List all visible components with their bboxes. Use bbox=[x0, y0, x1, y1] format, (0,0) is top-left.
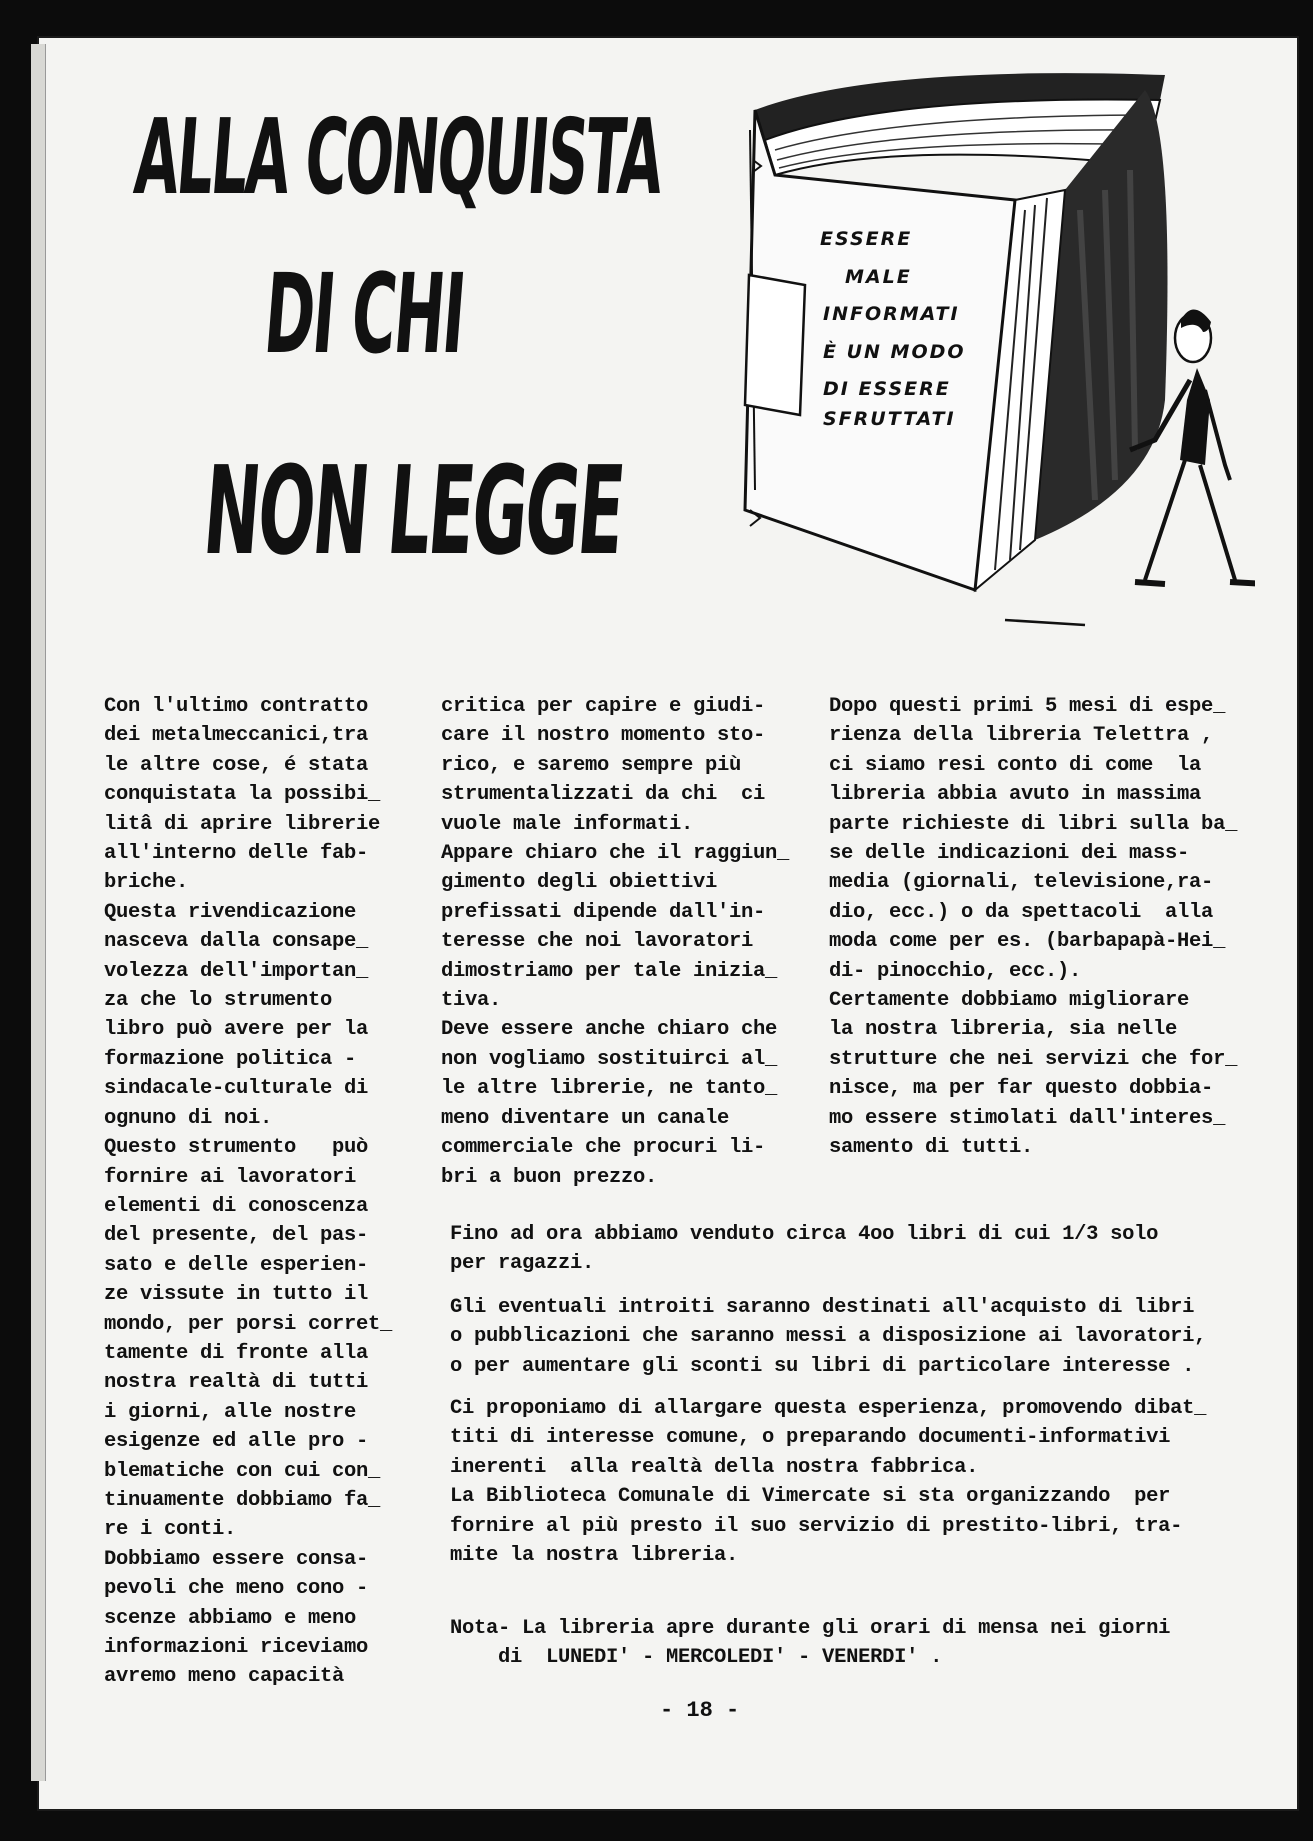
column-1-line: ze vissute in tutto il bbox=[104, 1283, 369, 1307]
column-3-line: rienza della libreria Telettra , bbox=[829, 724, 1214, 748]
column-1-line: Questo strumento può bbox=[104, 1136, 369, 1160]
column-1-line: nostra realtà di tutti bbox=[104, 1371, 369, 1395]
column-1-line: scenze abbiamo e meno bbox=[104, 1606, 357, 1630]
paragraph-proposals bbox=[450, 1394, 1250, 1570]
illustration-text-line-1: ESSERE bbox=[820, 228, 913, 250]
column-1-line: Con l'ultimo contratto bbox=[104, 695, 369, 718]
column-3-line: moda come per es. (barbapapà-Hei_ bbox=[829, 930, 1226, 954]
paragraph-3-line: inerenti alla realtà della nostra fabbrica. bbox=[450, 1455, 979, 1479]
column-1-line: ognuno di noi. bbox=[104, 1106, 273, 1130]
column-3-line: ci siamo resi conto di come la bbox=[829, 753, 1202, 777]
column-1-line: volezza dell'importan_ bbox=[104, 959, 369, 983]
column-3-line: mo essere stimolati dall'interes_ bbox=[829, 1106, 1226, 1130]
column-2-line: tiva. bbox=[441, 989, 502, 1013]
column-1-line: nasceva dalla consape_ bbox=[104, 930, 369, 954]
column-2-line: non vogliamo sostituirci al_ bbox=[441, 1047, 778, 1071]
column-3-line: libreria abbia avuto in massima bbox=[829, 783, 1202, 807]
paragraph-revenue bbox=[450, 1293, 1250, 1381]
column-3-line: nisce, ma per far questo dobbia- bbox=[829, 1077, 1214, 1101]
column-1-line: dei metalmeccanici,tra bbox=[104, 724, 369, 748]
column-1-line: Dobbiamo essere consa- bbox=[104, 1547, 369, 1571]
illustration-text-line-4: È UN MODO bbox=[823, 341, 966, 363]
paragraph-3-line: titi di interesse comune, o preparando documenti-informativi bbox=[450, 1426, 1171, 1450]
paragraph-3-line: fornire al più presto il suo servizio di prestito-libri, tra- bbox=[450, 1514, 1183, 1538]
column-1-line: tinuamente dobbiamo fa_ bbox=[104, 1488, 381, 1512]
column-2-line: strumentalizzati da chi ci bbox=[441, 783, 766, 807]
column-3-line: Certamente dobbiamo migliorare bbox=[829, 989, 1190, 1013]
illustration-text-line-3: INFORMATI bbox=[823, 303, 960, 325]
column-3-line: samento di tutti. bbox=[829, 1136, 1034, 1160]
paragraph-2-line: o pubblicazioni che saranno messi a disposizione ai lavoratori, bbox=[450, 1325, 1207, 1349]
column-1-line: formazione politica - bbox=[104, 1047, 357, 1071]
column-1-line: libro può avere per la bbox=[104, 1018, 369, 1042]
paragraph-2-line: Gli eventuali introiti saranno destinati all'acquisto di libri bbox=[450, 1296, 1195, 1319]
column-2-line: Deve essere anche chiaro che bbox=[441, 1018, 778, 1042]
column-3-line: Dopo questi primi 5 mesi di espe_ bbox=[829, 695, 1226, 718]
column-3-line: se delle indicazioni dei mass- bbox=[829, 842, 1190, 866]
column-2-line: bri a buon prezzo. bbox=[441, 1165, 658, 1189]
column-2-line: care il nostro momento sto- bbox=[441, 724, 766, 748]
column-1-line: informazioni riceviamo bbox=[104, 1636, 369, 1659]
column-3-line: la nostra libreria, sia nelle bbox=[829, 1018, 1178, 1042]
column-1-line: del presente, del pas- bbox=[104, 1224, 369, 1248]
column-2-line: vuole male informati. bbox=[441, 812, 694, 836]
column-1-line: pevoli che meno cono - bbox=[104, 1577, 369, 1601]
paragraph-2-line: o per aumentare gli sconti su libri di particolare interesse . bbox=[450, 1354, 1195, 1378]
illustration-text-line-2: MALE bbox=[845, 266, 912, 288]
paragraph-books-sold bbox=[450, 1220, 1250, 1279]
headline-line-2: DI CHI bbox=[260, 250, 469, 378]
paragraph-1-line: per ragazzi. bbox=[450, 1252, 595, 1276]
illustration-text-line-6: SFRUTTATI bbox=[823, 408, 956, 430]
illustration-text-line-5: DI ESSERE bbox=[823, 378, 951, 400]
column-1-line: mondo, per porsi corret_ bbox=[104, 1312, 393, 1336]
column-1-line: avremo meno capacità bbox=[104, 1665, 345, 1689]
text-column-1 bbox=[104, 692, 394, 1692]
column-2-line: critica per capire e giudi- bbox=[441, 695, 766, 718]
paragraph-note-hours bbox=[450, 1614, 1250, 1673]
column-1-line: re i conti. bbox=[104, 1518, 237, 1542]
column-2-line: gimento degli obiettivi bbox=[441, 871, 718, 895]
text-column-2 bbox=[441, 692, 801, 1192]
column-2-line: teresse che noi lavoratori bbox=[441, 930, 754, 954]
column-2-line: prefissati dipende dall'in- bbox=[441, 900, 766, 924]
column-3-line: strutture che nei servizi che for_ bbox=[829, 1047, 1238, 1071]
column-1-line: esigenze ed alle pro - bbox=[104, 1430, 369, 1454]
column-2-line: meno diventare un canale bbox=[441, 1106, 730, 1130]
column-2-line: le altre librerie, ne tanto_ bbox=[441, 1077, 778, 1101]
headline-line-3: NON LEGGE bbox=[199, 440, 628, 582]
page-number: - 18 - bbox=[660, 1698, 740, 1723]
column-1-line: elementi di conoscenza bbox=[104, 1194, 369, 1218]
text-column-3 bbox=[829, 692, 1249, 1163]
paragraph-3-line: La Biblioteca Comunale di Vimercate si sta organizzando per bbox=[450, 1485, 1171, 1509]
paragraph-4-line: Nota- La libreria apre durante gli orari di mensa nei giorni bbox=[450, 1617, 1171, 1640]
column-1-line: all'interno delle fab- bbox=[104, 842, 369, 866]
book-illustration bbox=[735, 70, 1255, 640]
column-1-line: za che lo strumento bbox=[104, 989, 333, 1013]
column-1-line: sindacale-culturale di bbox=[104, 1077, 369, 1101]
column-2-line: Appare chiaro che il raggiun_ bbox=[441, 842, 790, 866]
column-1-line: le altre cose, é stata bbox=[104, 753, 369, 777]
column-1-line: litâ di aprire librerie bbox=[104, 812, 381, 836]
column-1-line: fornire ai lavoratori bbox=[104, 1165, 357, 1189]
column-3-line: di- pinocchio, ecc.). bbox=[829, 959, 1082, 983]
column-2-line: rico, e saremo sempre più bbox=[441, 753, 742, 777]
column-3-line: dio, ecc.) o da spettacoli alla bbox=[829, 900, 1214, 924]
paragraph-3-line: mite la nostra libreria. bbox=[450, 1544, 739, 1568]
column-1-line: tamente di fronte alla bbox=[104, 1341, 369, 1365]
paragraph-1-line: Fino ad ora abbiamo venduto circa 4oo libri di cui 1/3 solo bbox=[450, 1223, 1159, 1246]
paragraph-4-line: di LUNEDI' - MERCOLEDI' - VENERDI' . bbox=[450, 1646, 943, 1670]
headline-line-1: ALLA CONQUISTA bbox=[130, 96, 666, 218]
column-3-line: parte richieste di libri sulla ba_ bbox=[829, 812, 1238, 836]
column-2-line: commerciale che procuri li- bbox=[441, 1136, 766, 1160]
column-1-line: i giorni, alle nostre bbox=[104, 1400, 357, 1424]
paragraph-3-line: Ci proponiamo di allargare questa esperienza, promovendo dibat_ bbox=[450, 1397, 1207, 1420]
column-1-line: briche. bbox=[104, 871, 189, 895]
column-1-line: Questa rivendicazione bbox=[104, 900, 357, 924]
column-1-line: conquistata la possibi_ bbox=[104, 783, 381, 807]
column-2-line: dimostriamo per tale inizia_ bbox=[441, 959, 778, 983]
column-1-line: sato e delle esperien- bbox=[104, 1253, 369, 1277]
column-3-line: media (giornali, televisione,ra- bbox=[829, 871, 1214, 895]
column-1-line: blematiche con cui con_ bbox=[104, 1459, 381, 1483]
